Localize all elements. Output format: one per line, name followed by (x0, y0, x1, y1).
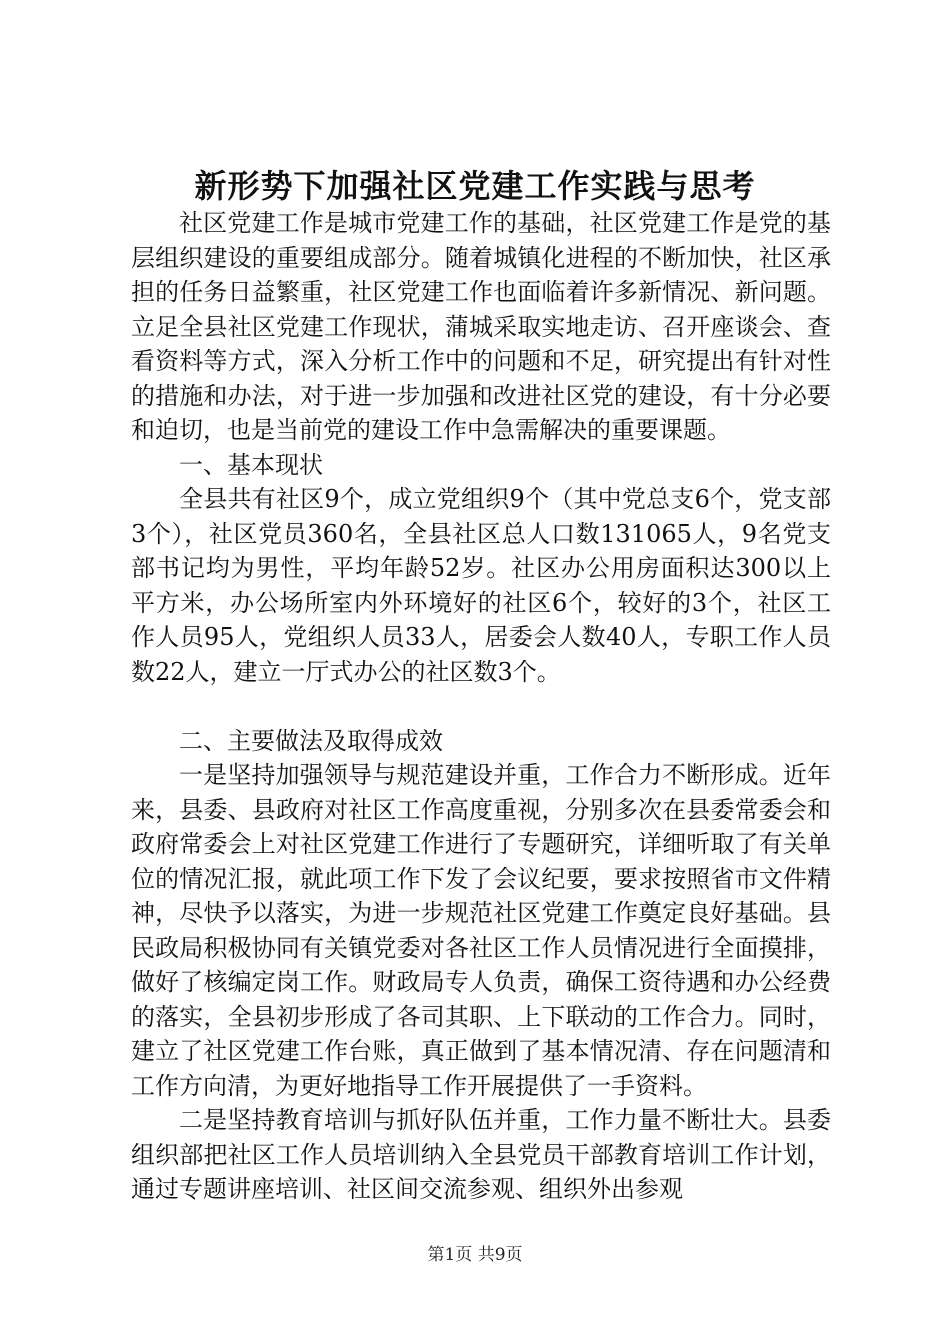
document-title: 新形势下加强社区党建工作实践与思考 (194, 167, 756, 205)
page-number-footer: 第1页 共9页 (427, 1245, 523, 1265)
basic-status-paragraph: 全县共有社区9个，成立党组织9个（其中党总支6个，党支部3个），社区党员360名，全县社区总人口数131065人，9名党支部书记均为男性，平均年龄52岁。社区办公用房面积达300以上平方米，办公场所室内外环境好的社区6个，较好的3个，社区工作人员95人，党组织人员33人，居委会人数40人，专职工作人员数22人，建立一厅式办公的社区数3个。 (131, 485, 831, 686)
section-heading-main-practices: 二、主要做法及取得成效 (179, 726, 443, 755)
section-heading-basic-status: 一、基本现状 (179, 450, 323, 479)
paragraph-spacer (131, 689, 831, 724)
practice-two-paragraph: 二是坚持教育培训与抓好队伍并重，工作力量不断壮大。县委组织部把社区工作人员培训纳入全县党员干部教育培训工作计划，通过专题讲座培训、社区间交流参观、组织外出参观 (131, 1106, 831, 1203)
document-body (131, 206, 831, 1207)
intro-paragraph: 社区党建工作是城市党建工作的基础，社区党建工作是党的基层组织建设的重要组成部分。随着城镇化进程的不断加快，社区承担的任务日益繁重，社区党建工作也面临着许多新情况、新问题。立足全县社区党建工作现状，蒲城采取实地走访、召开座谈会、查看资料等方式，深入分析工作中的问题和不足，研究提出有针对性的措施和办法，对于进一步加强和改进社区党的建设，有十分必要和迫切，也是当前党的建设工作中急需解决的重要课题。 (131, 209, 831, 444)
practice-one-paragraph: 一是坚持加强领导与规范建设并重，工作合力不断形成。近年来，县委、县政府对社区工作高度重视，分别多次在县委常委会和政府常委会上对社区党建工作进行了专题研究，详细听取了有关单位的情况汇报，就此项工作下发了会议纪要，要求按照省市文件精神，尽快予以落实，为进一步规范社区党建工作奠定良好基础。县民政局积极协同有关镇党委对各社区工作人员情况进行全面摸排，做好了核编定岗工作。财政局专人负责，确保工资待遇和办公经费的落实，全县初步形成了各司其职、上下联动的工作合力。同时，建立了社区党建工作台账，真正做到了基本情况清、存在问题清和工作方向清，为更好地指导工作开展提供了一手资料。 (131, 761, 831, 1100)
